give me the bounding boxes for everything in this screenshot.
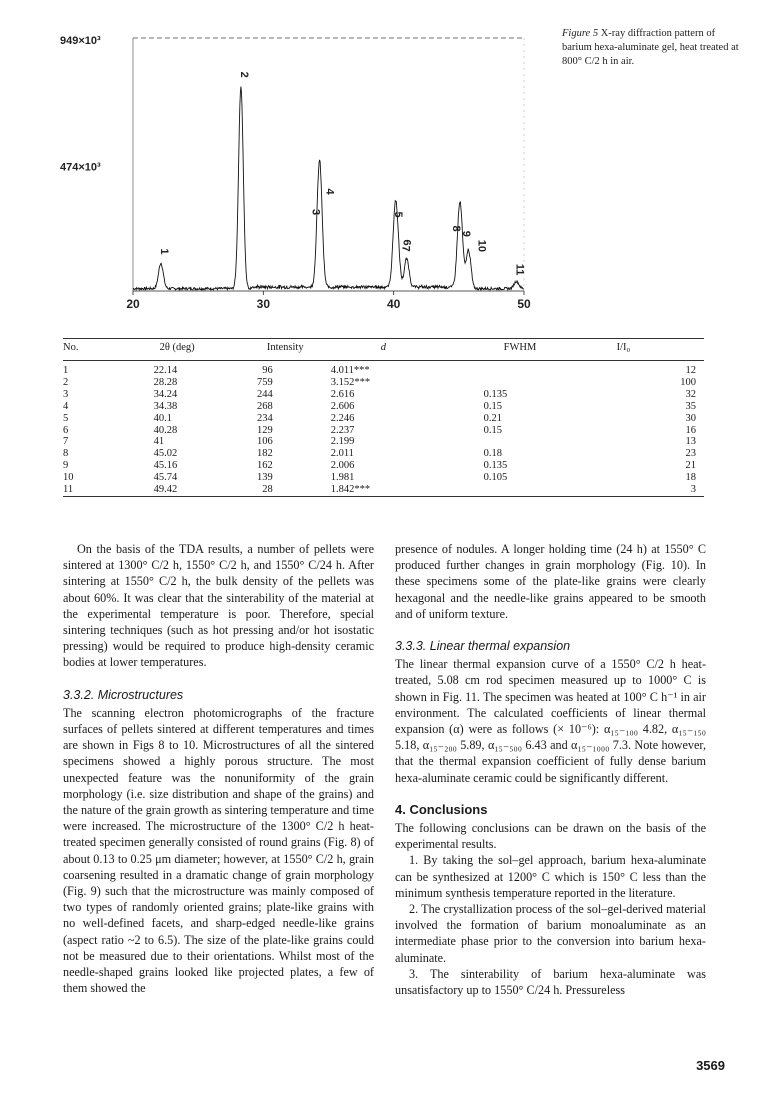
peak-labels: [158, 72, 526, 276]
cell-d: 3.152***: [330, 376, 371, 388]
plot-axes: [60, 35, 531, 311]
cell-relative-intensity: 13: [685, 436, 696, 448]
x-tick-label: 20: [126, 297, 140, 311]
cell-d: 2.616: [330, 388, 355, 400]
cell-fwhm: 0.18: [483, 448, 502, 460]
table-row: [63, 460, 704, 472]
cell-no: 3: [63, 388, 69, 400]
cell-fwhm: [464, 484, 617, 496]
paragraph-conclusion-1: 1. By taking the sol–gel approach, barium hexa-aluminate can be synthesized at 1200° C which is 150° C less than the minimum synthesis temperature reported in the literature.: [395, 853, 706, 900]
paragraph-conclusion-2: 2. The crystallization process of the sol–gel-derived material involved the formation of barium monoaluminate as an intermediate phase prior to the conversion into barium hexa-aluminate.: [395, 902, 706, 965]
peak-label: 7: [399, 245, 412, 252]
cell-fwhm: [464, 361, 617, 377]
cell-intensity: 268: [256, 400, 273, 412]
cell-relative-intensity: 3: [690, 484, 696, 496]
cell-relative-intensity: 32: [685, 388, 696, 400]
peak-label: 11: [513, 263, 526, 276]
y-tick-label-max: 949×10³: [60, 35, 101, 47]
peak-label: 10: [475, 239, 488, 253]
peak-label: 2: [237, 71, 250, 78]
xrd-plot: [60, 20, 550, 320]
cell-no: 7: [63, 436, 69, 448]
cell-fwhm: 0.135: [483, 388, 508, 400]
x-tick-label: 40: [386, 297, 401, 311]
cell-no: 8: [63, 448, 69, 460]
cell-2theta: 28.28: [153, 376, 178, 388]
header-relative-intensity: I/I₀: [616, 342, 631, 353]
cell-2theta: 45.16: [153, 460, 178, 472]
heading-thermal-expansion: 3.3.3. Linear thermal expansion: [395, 639, 571, 654]
cell-fwhm: 0.135: [483, 460, 508, 472]
cell-fwhm: 0.15: [483, 400, 502, 412]
cell-relative-intensity: 12: [685, 365, 696, 376]
cell-relative-intensity: 21: [685, 460, 696, 472]
xrd-figure: [60, 20, 550, 320]
header-no: No.: [63, 342, 79, 353]
y-tick-label-mid: 474×10³: [60, 161, 101, 174]
peak-label: 3: [309, 208, 322, 216]
cell-fwhm: 0.21: [483, 412, 502, 424]
cell-fwhm: [464, 377, 617, 389]
paragraph-sintering: On the basis of the TDA results, a number of pellets were sintered at 1300° C/2 h, 1550° C/2 h, and 1550° C/24 h. After sintering at 1550° C/2 h, the bulk density of the pellets was about 60%. It was clear that the sinterability of the material at the experimental temperature is poor. Therefore, special sintering techniques (such as hot pressing and/or hot isostatic pressing) would be required to produce high-density ceramic bodies at lower temperatures.: [63, 542, 374, 670]
peak-table: [63, 338, 704, 497]
cell-relative-intensity: 18: [685, 472, 696, 484]
cell-no: 9: [63, 460, 69, 472]
table-row: [63, 484, 704, 496]
cell-fwhm: 0.105: [483, 472, 508, 484]
cell-fwhm: 0.15: [483, 424, 502, 436]
cell-d: 2.246: [330, 412, 355, 424]
cell-2theta: 41: [153, 436, 165, 448]
cell-2theta: 34.38: [153, 400, 178, 412]
table-row: [63, 377, 704, 389]
cell-relative-intensity: 16: [685, 424, 696, 436]
cell-no: 1: [63, 365, 69, 376]
cell-d: 2.606: [330, 400, 355, 412]
page-number: 3569: [696, 1058, 725, 1073]
figure-label: Figure 5: [562, 28, 599, 39]
cell-d: 4.011***: [330, 365, 370, 376]
table-row: [63, 448, 704, 460]
cell-intensity: 182: [256, 448, 273, 460]
table-row: [63, 413, 704, 425]
paragraph-conclusions-intro: The following conclusions can be drawn on the basis of the experimental results.: [395, 821, 706, 852]
table-row: [63, 389, 704, 401]
cell-intensity: 28: [262, 484, 273, 496]
cell-no: 2: [63, 376, 69, 388]
cell-2theta: 22.14: [153, 365, 178, 376]
table-row: [63, 472, 704, 484]
cell-2theta: 34.24: [153, 388, 178, 400]
cell-intensity: 234: [256, 412, 273, 424]
cell-fwhm: [464, 436, 617, 448]
cell-intensity: 244: [256, 388, 273, 400]
cell-d: 2.006: [330, 460, 355, 472]
cell-d: 2.011: [330, 448, 354, 460]
cell-relative-intensity: 35: [685, 400, 696, 412]
left-column: [63, 541, 374, 996]
paragraph-microstructures: The scanning electron photomicrographs of the fracture surfaces of pellets sintered at different temperatures and times are shown in Figs 8 to 10. Microstructures of all the sintered specimens showed a highly porous structure. The most unexpected feature was the nonuniformity of the grain morphology (i.e. size distribution and shape of the grains) and the nature of the grain growth as sintering temperature and time were increased. The microstructure of the 1300° C/2 h heat-treated specimen generally consisted of round grains (Fig. 8) of about 0.13 to 0.25 μm diameter; however, at 1550° C/2 h, grain coarsening resulted in a dramatic change of grain morphology (Fig. 9) such that the microstructure was mainly composed of two types of randomly oriented grains; plate-like grains with no well-defined facets, and sharp-edged needle-like grains (aspect ratio ~2 to 6.5). The size of the plate-like grains could not be measured due to their orientations. Whilst most of the needle-shaped grains looked like projected plates, a few of them showed the: [63, 705, 374, 996]
cell-d: 2.199: [330, 436, 355, 448]
cell-intensity: 139: [256, 472, 273, 484]
peak-label: 4: [323, 188, 336, 195]
cell-intensity: 106: [256, 436, 273, 448]
heading-microstructures: 3.3.2. Microstructures: [63, 687, 184, 702]
cell-relative-intensity: 23: [685, 448, 696, 460]
x-tick-label: 30: [256, 297, 271, 311]
cell-d: 1.981: [330, 472, 355, 484]
header-fwhm: FWHM: [503, 342, 537, 353]
cell-d: 2.237: [330, 424, 355, 436]
table-body: [63, 361, 704, 497]
cell-no: 6: [63, 424, 69, 436]
table-row: [63, 436, 704, 448]
figure-caption-text: X-ray diffraction pattern of barium hexa-aluminate gel, heat treated at 800° C/2 h in air.: [562, 28, 739, 67]
cell-2theta: 45.74: [153, 472, 178, 484]
peak-label: 1: [157, 248, 170, 255]
table-row: [63, 401, 704, 413]
cell-no: 10: [63, 472, 74, 484]
header-2theta: 2θ (deg): [159, 342, 195, 353]
cell-no: 11: [63, 484, 74, 496]
cell-2theta: 49.42: [153, 484, 178, 496]
figure-caption: [562, 27, 742, 69]
table-row: [63, 361, 704, 377]
cell-intensity: 162: [256, 460, 273, 472]
peak-label: 6: [400, 239, 413, 246]
cell-no: 4: [63, 400, 69, 412]
peak-label: 8: [450, 225, 463, 232]
cell-2theta: 45.02: [153, 448, 178, 460]
peak-label: 9: [459, 230, 472, 237]
right-column: [395, 541, 706, 998]
cell-intensity: 759: [256, 376, 273, 388]
cell-d: 1.842***: [330, 484, 371, 496]
header-intensity: Intensity: [266, 342, 304, 353]
cell-relative-intensity: 30: [685, 412, 696, 424]
cell-intensity: 96: [262, 365, 273, 376]
heading-conclusions: 4. Conclusions: [395, 801, 488, 817]
table-row: [63, 425, 704, 437]
paragraph-conclusion-3: 3. The sinterability of barium hexa-aluminate was unsatisfactory up to 1550° C/24 h. Pressureless: [395, 966, 706, 998]
paragraph-nodules: presence of nodules. A longer holding time (24 h) at 1550° C produced further changes in grain morphology (Fig. 10). In these specimens some of the plate-like grains were clearly hexagonal and the needle-like grains appeared to be smooth and of uniform texture.: [395, 542, 706, 621]
cell-relative-intensity: 100: [680, 376, 696, 388]
cell-2theta: 40.1: [153, 412, 172, 424]
paragraph-thermal-expansion: The linear thermal expansion curve of a 1550° C/2 h heat-treated, 5.08 cm rod specimen measured up to 1000° C is shown in Fig. 11. The specimen was heated at 100° C h⁻¹ in air environment. The calculated coefficients of linear thermal expansion (α) were as follows (× 10⁻⁶): α₁₅₋₁₀₀ 4.82, α₁₅₋₁₅₀ 5.18, α₁₅₋₂₀₀ 5.89, α₁₅₋₅₀₀ 6.43 and α₁₅₋₁₀₀₀ 7.3. Note however, that the thermal expansion coefficient of fully dense barium hexa-aluminate ceramic could be significantly different.: [395, 657, 706, 785]
cell-no: 5: [63, 412, 69, 424]
table-header-row: [63, 339, 704, 361]
cell-2theta: 40.28: [153, 424, 178, 436]
cell-intensity: 129: [256, 424, 273, 436]
header-d: d: [380, 342, 386, 353]
peak-label: 5: [392, 211, 404, 218]
x-tick-label: 50: [517, 297, 531, 311]
